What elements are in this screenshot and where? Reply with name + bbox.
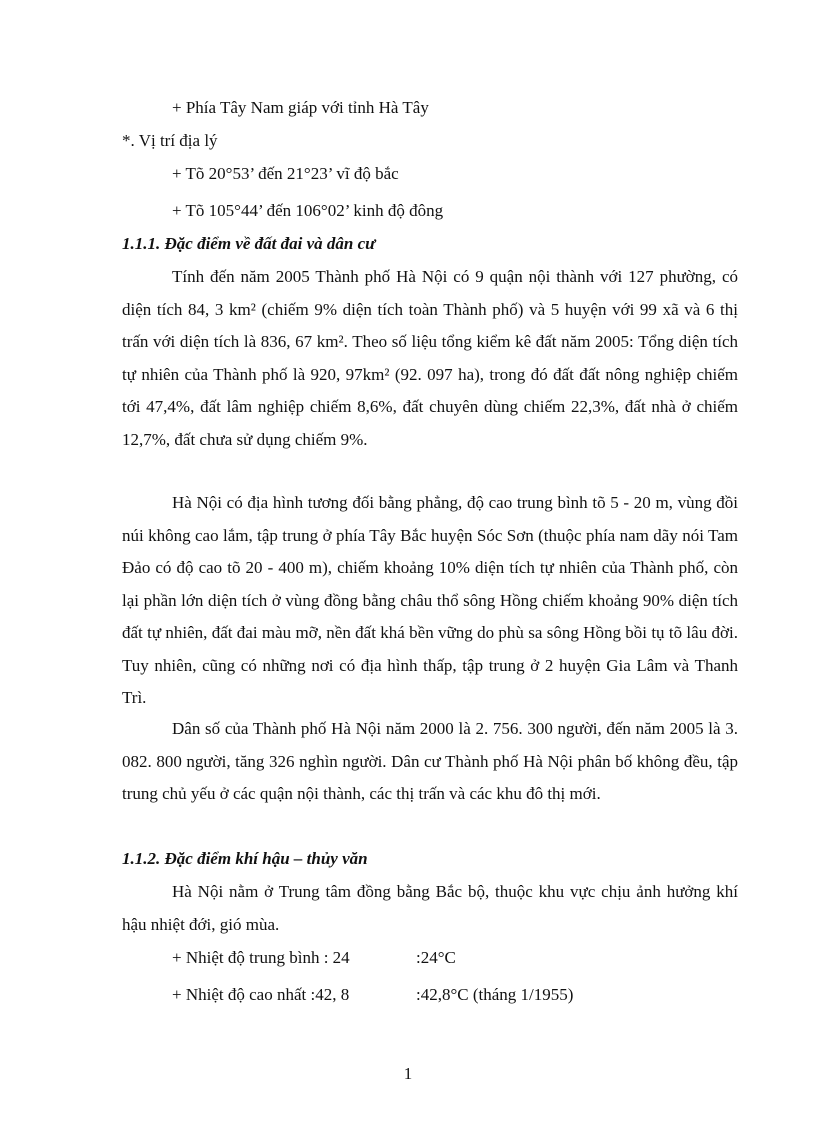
page-number: 1 <box>403 1064 413 1083</box>
southwest-border-line: + Phía Tây Nam giáp với tỉnh Hà Tây <box>172 98 429 117</box>
paragraph-population: Dân số của Thành phố Hà Nội năm 2000 là 2. 756. 300 người, đến năm 2005 là 3. 082. 800 người, tăng 326 nghìn người. Dân cư Thành phố Hà Nội phân bố không đều, tập trung chủ yếu ở các quận nội thành, các thị trấn và các khu đô thị mới. <box>122 719 738 803</box>
climate-row-max <box>172 979 573 1012</box>
latitude-line: + Tõ 20°53’ đến 21°23’ vĩ độ bắc <box>172 164 399 183</box>
climate-value: :42,8°C (tháng 1/1955) <box>416 985 574 1004</box>
longitude-line: + Tõ 105°44’ đến 106°02’ kinh độ đông <box>172 201 444 220</box>
location-subheading: *. Vị trí địa lý <box>122 131 218 150</box>
section-heading-climate: 1.1.2. Đặc điểm khí hậu – thủy văn <box>122 849 368 868</box>
climate-value: :24°C <box>416 948 456 967</box>
climate-label: + Nhiệt độ cao nhất :42, 8 <box>172 985 350 1004</box>
section-heading-land-population: 1.1.1. Đặc điểm về đất đai và dân cư <box>122 234 376 253</box>
climate-label: + Nhiệt độ trung bình : 24 <box>172 948 350 967</box>
paragraph-land-area: Tính đến năm 2005 Thành phố Hà Nội có 9 quận nội thành với 127 phường, có diện tích 84, 3 km² (chiếm 9% diện tích toàn Thành phố) và 5 huyện với 99 xã và 6 thị trấn với diện tích là 836, 67 km². Theo số liệu tổng kiểm kê đất năm 2005: Tổng diện tích tự nhiên của Thành phố là 920, 97km² (92. 097 ha), trong đó đất đất nông nghiệp chiếm tới 47,4%, đất lâm nghiệp chiếm 8,6%, đất chuyên dùng chiếm 22,3%, đất nhà ở chiếm 12,7%, đất chưa sử dụng chiếm 9%. <box>122 267 738 449</box>
paragraph-climate-intro: Hà Nội nằm ở Trung tâm đồng bằng Bắc bộ, thuộc khu vực chịu ảnh hưởng khí hậu nhiệt đới, gió mùa. <box>122 882 738 934</box>
climate-row-average <box>172 942 456 975</box>
paragraph-terrain: Hà Nội có địa hình tương đối bằng phẳng, độ cao trung bình tõ 5 - 20 m, vùng đồi núi không cao lắm, tập trung ở phía Tây Bắc huyện Sóc Sơn (thuộc phía nam dãy nói Tam Đảo có độ cao tõ 20 - 400 m), chiếm khoảng 10% diện tích tự nhiên của Thành phố, còn lại phần lớn diện tích ở vùng đồng bằng châu thổ sông Hồng chiếm khoảng 90% diện tích đất tự nhiên, đất đai màu mỡ, nền đất khá bền vững do phù sa sông Hồng bồi tụ tõ lâu đời. Tuy nhiên, cũng có những nơi có địa hình thấp, tập trung ở 2 huyện Gia Lâm và Thanh Trì. <box>122 493 738 707</box>
